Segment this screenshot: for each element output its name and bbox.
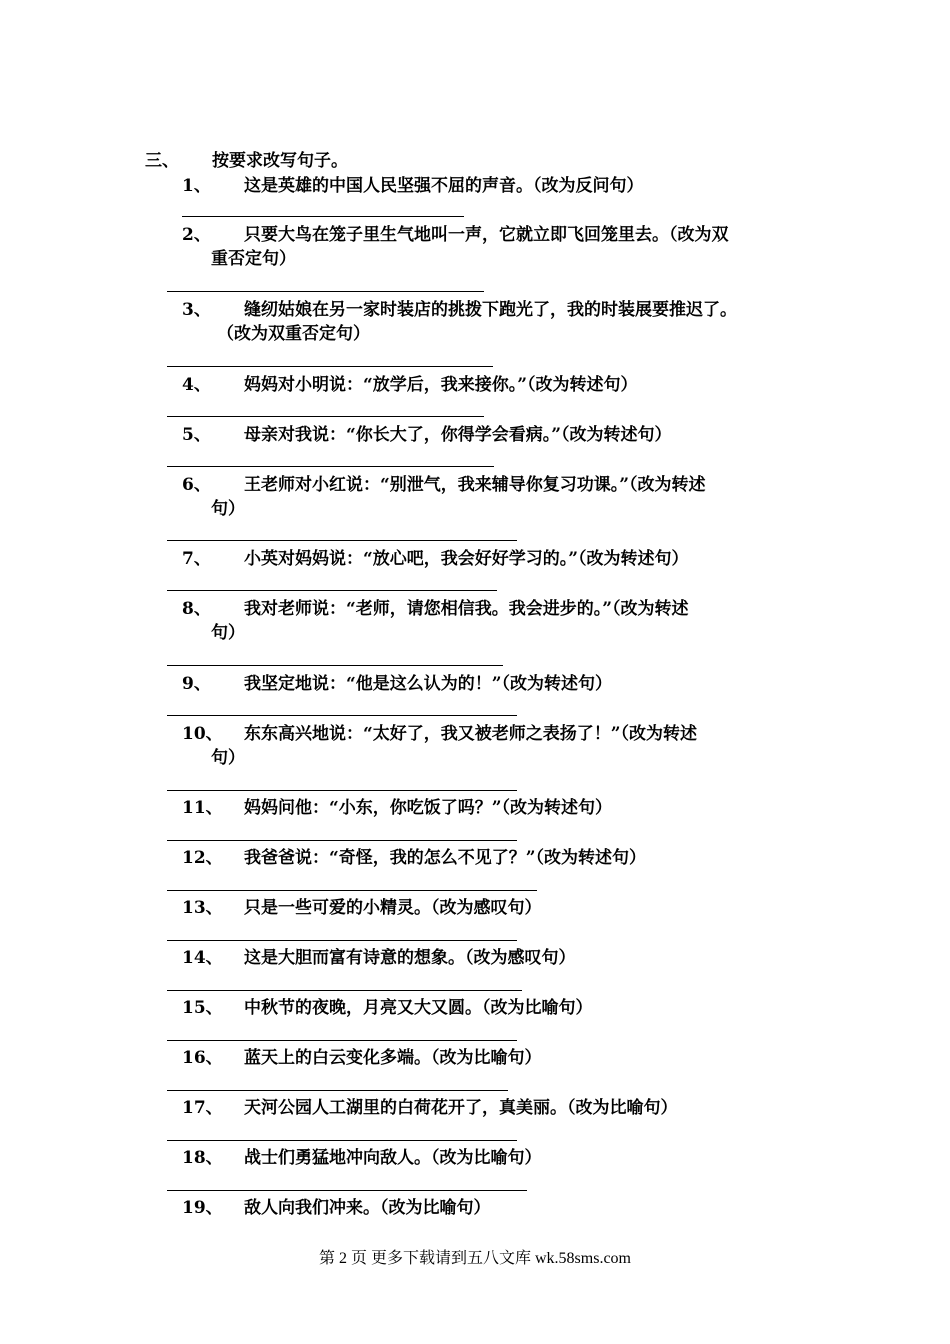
item-text: 妈妈对小明说：“放学后，我来接你。”（改为转述句）	[244, 375, 638, 395]
item-text: 母亲对我说：“你长大了，你得学会看病。”（改为转述句）	[244, 425, 672, 445]
item-text: 天河公园人工湖里的白荷花开了，真美丽。（改为比喻句）	[244, 1098, 678, 1118]
answer-line[interactable]	[167, 790, 517, 791]
answer-line[interactable]	[167, 715, 517, 716]
item-text: 只要大鸟在笼子里生气地叫一声，它就立即飞回笼里去。（改为双	[244, 225, 729, 245]
item-number: 11、	[182, 798, 223, 818]
item-text: 敌人向我们冲来。（改为比喻句）	[244, 1198, 491, 1218]
item-text: 缝纫姑娘在另一家时装店的挑拨下跑光了，我的时装展要推迟了。	[244, 300, 737, 320]
section-title: 按要求改写句子。	[212, 151, 348, 171]
answer-line[interactable]	[182, 216, 464, 217]
answer-line[interactable]	[167, 466, 494, 467]
item-text: 王老师对小红说：“别泄气，我来辅导你复习功课。”（改为转述	[244, 475, 706, 495]
item-number: 12、	[182, 848, 223, 868]
item-number: 6、	[182, 475, 211, 495]
item-text-continued: 句）	[211, 623, 245, 643]
item-text: 中秋节的夜晚，月亮又大又圆。（改为比喻句）	[244, 998, 593, 1018]
answer-line[interactable]	[167, 416, 484, 417]
answer-line[interactable]	[167, 1190, 527, 1191]
item-number: 13、	[182, 898, 223, 918]
answer-line[interactable]	[167, 940, 517, 941]
item-number: 3、	[182, 300, 211, 320]
answer-line[interactable]	[167, 840, 517, 841]
answer-line[interactable]	[167, 1040, 517, 1041]
item-text-continued: 句）	[211, 499, 245, 519]
item-text: 东东高兴地说：“太好了，我又被老师之表扬了！”（改为转述	[244, 724, 698, 744]
item-number: 5、	[182, 425, 211, 445]
answer-line[interactable]	[167, 890, 537, 891]
item-text: 我对老师说：“老师，请您相信我。我会进步的。”（改为转述	[244, 599, 689, 619]
item-number: 14、	[182, 948, 223, 968]
item-text: 我爸爸说：“奇怪，我的怎么不见了？”（改为转述句）	[244, 848, 647, 868]
item-text: 小英对妈妈说：“放心吧，我会好好学习的。”（改为转述句）	[244, 549, 689, 569]
item-number: 2、	[182, 225, 211, 245]
item-text-continued: 重否定句）	[211, 249, 296, 269]
item-number: 4、	[182, 375, 211, 395]
item-number: 15、	[182, 998, 223, 1018]
item-text: 这是英雄的中国人民坚强不屈的声音。（改为反问句）	[244, 176, 644, 196]
answer-line[interactable]	[167, 540, 517, 541]
answer-line[interactable]	[167, 1090, 508, 1091]
item-text-continued: （改为双重否定句）	[217, 324, 370, 344]
item-number: 1、	[182, 176, 211, 196]
item-number: 18、	[182, 1148, 223, 1168]
item-number: 16、	[182, 1048, 223, 1068]
answer-line[interactable]	[167, 590, 497, 591]
answer-line[interactable]	[167, 291, 484, 292]
item-text: 战士们勇猛地冲向敌人。（改为比喻句）	[244, 1148, 542, 1168]
item-text: 只是一些可爱的小精灵。（改为感叹句）	[244, 898, 542, 918]
answer-line[interactable]	[167, 665, 503, 666]
section-number: 三、	[145, 151, 179, 171]
page-footer: 第 2 页 更多下载请到五八文库 wk.58sms.com	[318, 1250, 631, 1267]
item-text: 这是大胆而富有诗意的想象。（改为感叹句）	[244, 948, 576, 968]
item-number: 10、	[182, 724, 223, 744]
item-text: 妈妈问他：“小东，你吃饭了吗？”（改为转述句）	[244, 798, 613, 818]
item-number: 8、	[182, 599, 211, 619]
item-number: 7、	[182, 549, 211, 569]
answer-line[interactable]	[167, 366, 493, 367]
item-text: 蓝天上的白云变化多端。（改为比喻句）	[244, 1048, 542, 1068]
item-text-continued: 句）	[211, 748, 245, 768]
answer-line[interactable]	[167, 1140, 517, 1141]
item-number: 19、	[182, 1198, 223, 1218]
answer-line[interactable]	[167, 990, 522, 991]
item-number: 17、	[182, 1098, 223, 1118]
item-text: 我坚定地说：“他是这么认为的！”（改为转述句）	[244, 674, 613, 694]
item-number: 9、	[182, 674, 211, 694]
